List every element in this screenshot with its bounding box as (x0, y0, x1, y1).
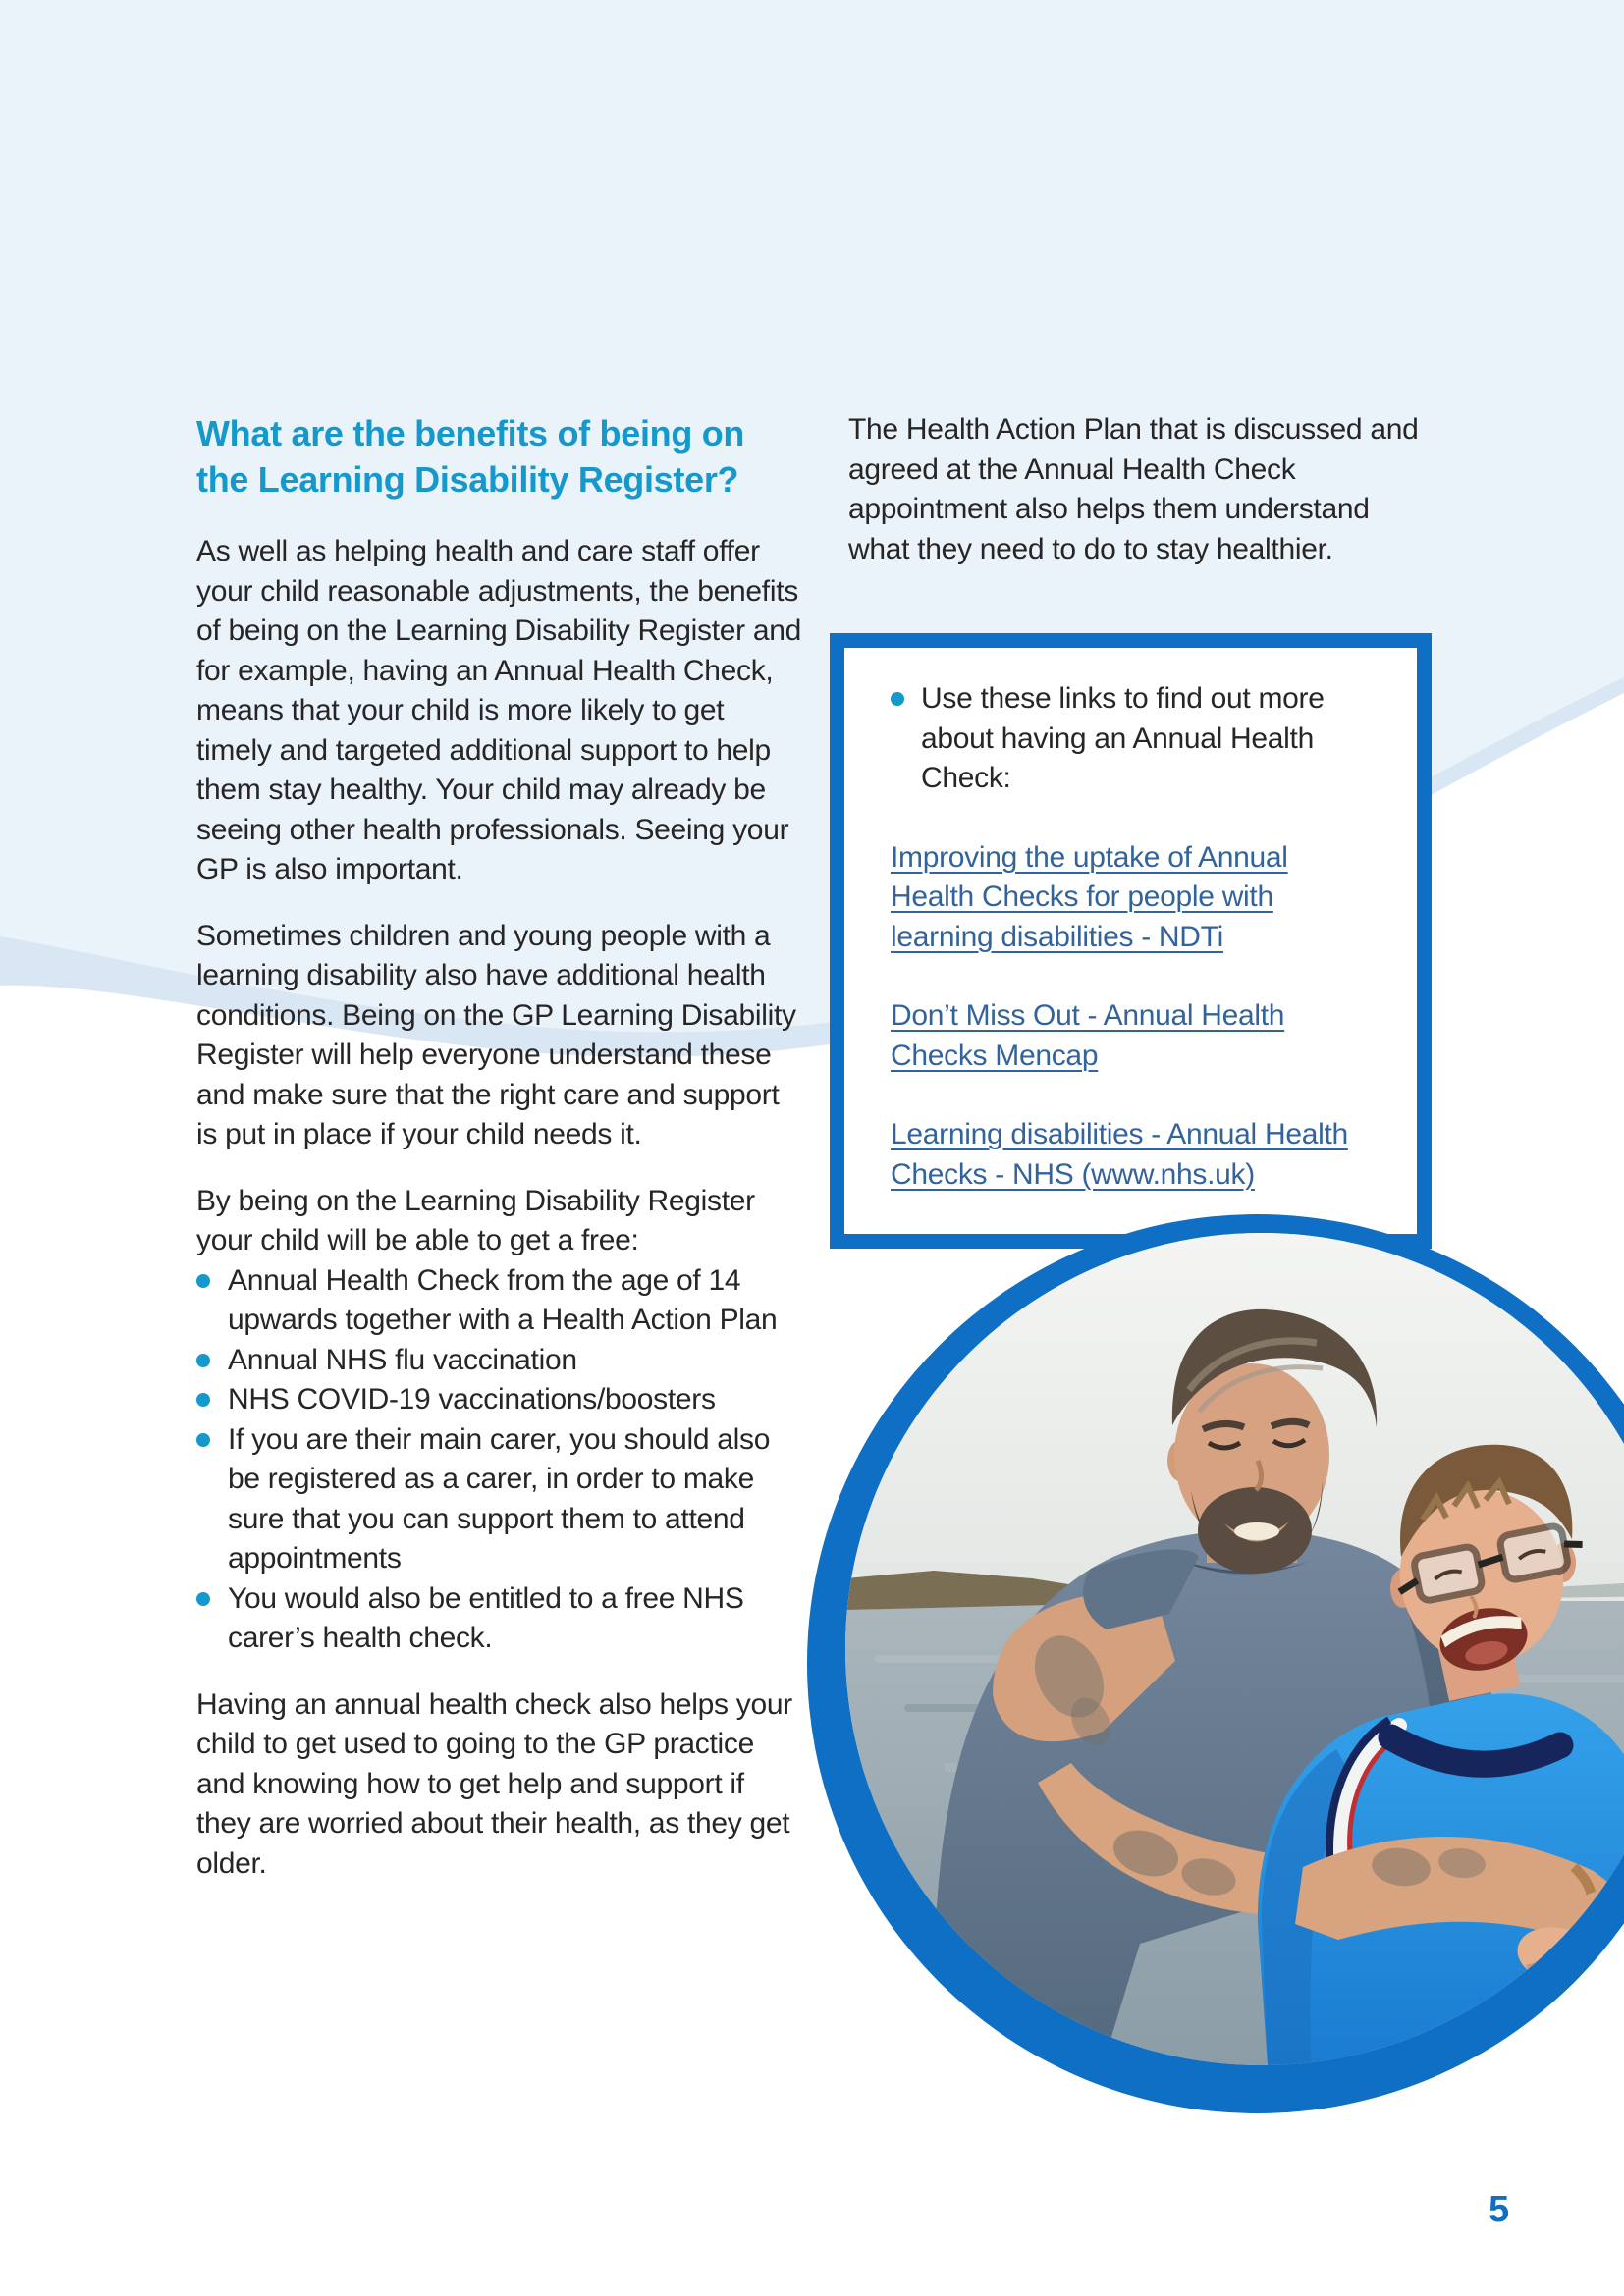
benefits-list (196, 1261, 805, 1659)
bullet-icon (196, 1433, 210, 1447)
link-nhs-annual-health-checks[interactable]: Learning disabilities - Annual Health Checks - NHS (www.nhs.uk) (891, 1118, 1348, 1191)
bullet-icon (891, 692, 904, 706)
paragraph-annual-check: Having an annual health check also helps your child to get used to going to the GP practice and knowing how to get help and support if they are worried about their health, as they get older. (196, 1687, 792, 1880)
list-item (196, 1341, 805, 1381)
bullet-icon (196, 1393, 210, 1407)
box-bullet-item (891, 679, 1348, 799)
bullet-icon (196, 1354, 210, 1367)
bullet-icon (196, 1274, 210, 1288)
list-item (196, 1261, 805, 1341)
list-item (196, 1420, 805, 1579)
link-ndti-annual-health-checks[interactable]: Improving the uptake of Annual Health Checks for people with learning disabilities - NDTi (891, 840, 1288, 953)
photo-ring (807, 1214, 1624, 2113)
list-item-text: Annual Health Check from the age of 14 upwards together with a Health Action Plan (228, 1263, 778, 1336)
list-item-text: You would also be entitled to a free NHS carer’s health check. (228, 1581, 744, 1654)
list-item-text: NHS COVID-19 vaccinations/boosters (228, 1383, 716, 1415)
list-item (196, 1579, 805, 1659)
page-title: What are the benefits of being on the Learning Disability Register? (196, 413, 745, 500)
list-item (196, 1380, 805, 1420)
links-callout-box (830, 633, 1432, 1249)
paragraph-benefits: As well as helping health and care staff offer your child reasonable adjustments, the benefits of being on the Learning Disability Register and for example, having an Annual Health Check, means that your child is more likely to get timely and targeted additional support to help them stay healthy. Your child may already be seeing other health professionals. Seeing your GP is also important. (196, 535, 801, 885)
page-number: 5 (1489, 2189, 1510, 2230)
family-photo (845, 1233, 1624, 2065)
paragraph-conditions: Sometimes children and young people with a learning disability also have additional health conditions. Being on the GP Learning Disability Register will help everyone understand these and make sure that the right care and support is put in place if your child needs it. (196, 919, 796, 1150)
link-mencap-dont-miss-out[interactable]: Don’t Miss Out - Annual Health Checks Mencap (891, 999, 1285, 1072)
list-item-text: Annual NHS flu vaccination (228, 1343, 577, 1376)
list-item-text: If you are their main carer, you should also be registered as a carer, in order to make sure that you can support them to attend appointments (228, 1422, 771, 1575)
left-column (196, 410, 805, 1910)
box-bullet-text: Use these links to find out more about having an Annual Health Check: (921, 682, 1325, 794)
right-column (848, 410, 1437, 569)
paragraph-health-action-plan: The Health Action Plan that is discussed and agreed at the Annual Health Check appointment also helps them understand what they need to do to stay healthier. (848, 413, 1419, 565)
bullet-icon (196, 1592, 210, 1606)
paragraph-free-intro: By being on the Learning Disability Register your child will be able to get a free: (196, 1184, 755, 1256)
